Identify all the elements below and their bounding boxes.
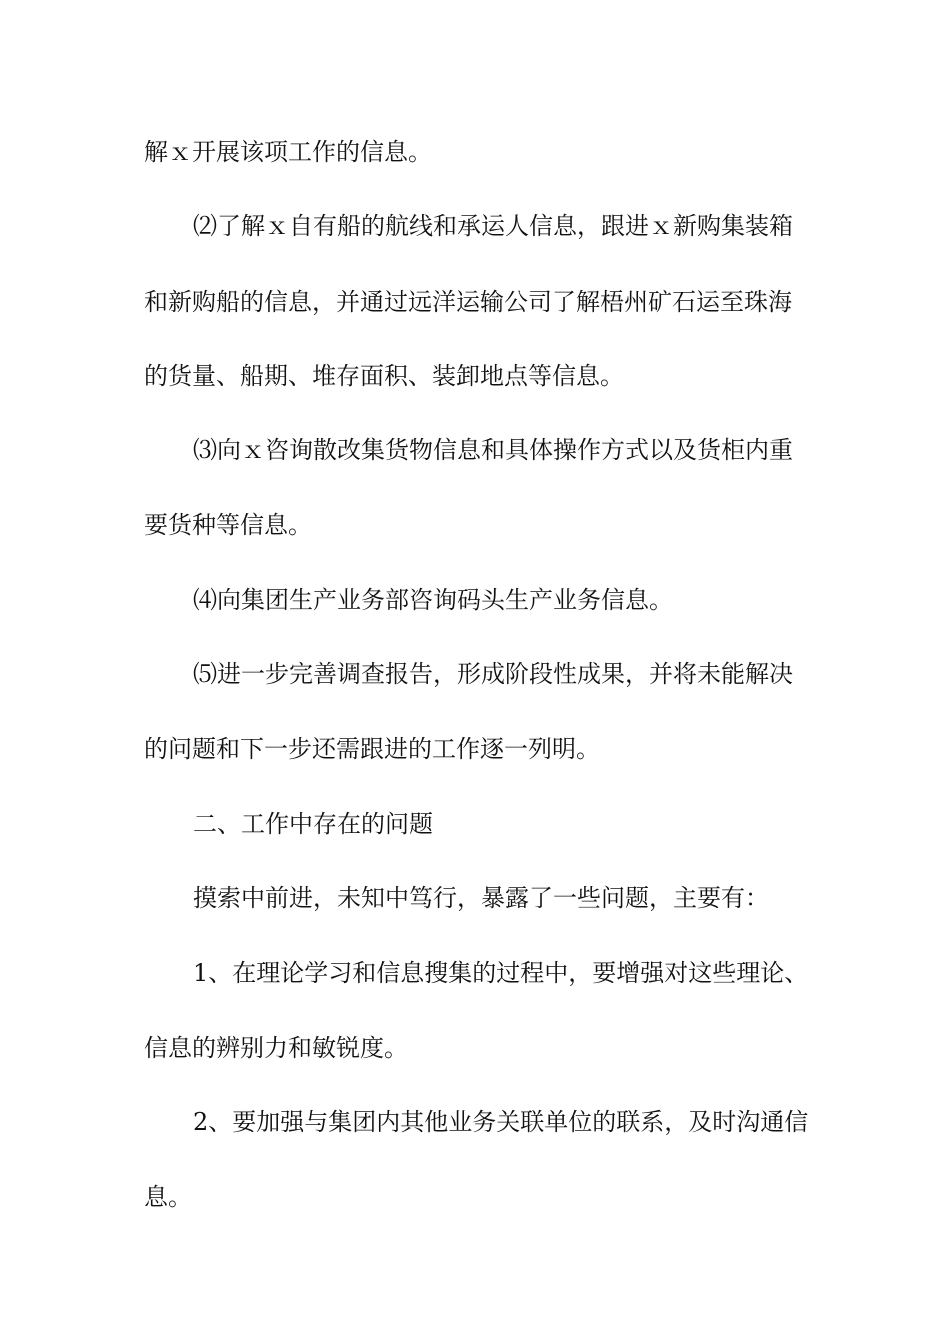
paragraph-line: 摸索中前进，未知中笃行，暴露了一些问题，主要有：	[193, 884, 769, 912]
paragraph-line: ⑸进一步完善调查报告，形成阶段性成果，并将未能解决	[193, 660, 793, 688]
paragraph-line: ⑵了解ｘ自有船的航线和承运人信息，跟进ｘ新购集装箱	[193, 212, 793, 240]
paragraph-line: 要货种等信息。	[144, 511, 312, 539]
paragraph-line: 2、要加强与集团内其他业务关联单位的联系，及时沟通信	[193, 1108, 809, 1136]
paragraph-line: 的问题和下一步还需跟进的工作逐一列明。	[144, 735, 600, 763]
section-heading: 二、工作中存在的问题	[193, 810, 433, 838]
paragraph-line: 1、在理论学习和信息搜集的过程中，要增强对这些理论、	[193, 959, 809, 987]
paragraph-line: 解ｘ开展该项工作的信息。	[144, 138, 432, 166]
paragraph-line: 的货量、船期、堆存面积、装卸地点等信息。	[144, 362, 624, 390]
paragraph-line: 和新购船的信息，并通过远洋运输公司了解梧州矿石运至珠海	[144, 288, 792, 316]
paragraph-line: ⑷向集团生产业务部咨询码头生产业务信息。	[193, 586, 673, 614]
paragraph-line: ⑶向ｘ咨询散改集货物信息和具体操作方式以及货柜内重	[193, 436, 793, 464]
paragraph-line: 信息的辨别力和敏锐度。	[144, 1034, 408, 1062]
paragraph-line: 息。	[144, 1183, 192, 1211]
